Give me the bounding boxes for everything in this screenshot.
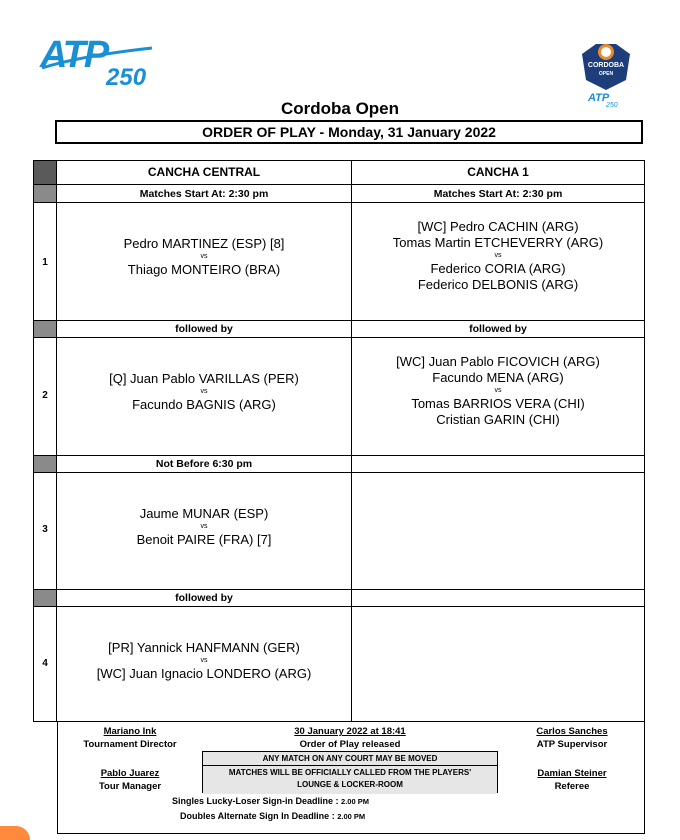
manager-role: Tour Manager xyxy=(98,781,162,792)
match-cell-r3-left xyxy=(57,506,351,548)
singles-deadline xyxy=(172,796,369,806)
grid-line xyxy=(34,455,644,456)
cordoba-atp-number: 250 xyxy=(606,102,618,109)
player-line: [WC] Juan Pablo FICOVICH (ARG) xyxy=(396,354,600,369)
start-time-left: Matches Start At: 2:30 pm xyxy=(139,188,269,200)
notice-called xyxy=(203,766,497,794)
separator-number-cell xyxy=(34,456,56,472)
order-of-play-banner: ORDER OF PLAY - Monday, 31 January 2022 xyxy=(55,120,643,144)
player-line: Cristian GARIN (CHI) xyxy=(436,412,560,427)
separator-left-2: Not Before 6:30 pm xyxy=(155,458,253,470)
doubles-deadline-value: 2.00 PM xyxy=(337,812,366,821)
doubles-deadline xyxy=(180,811,365,821)
player-line: Benoit PAIRE (FRA) [7] xyxy=(136,532,272,547)
grid-line xyxy=(34,472,644,473)
vs-label: vs xyxy=(494,387,502,394)
supervisor-name: Carlos Sanches xyxy=(536,726,608,737)
director-name: Mariano Ink xyxy=(103,726,157,737)
player-line: [WC] Juan Ignacio LONDERO (ARG) xyxy=(96,666,312,681)
match-cell-r2-right xyxy=(352,354,644,428)
atp-250-logo xyxy=(40,34,158,90)
match-row-number: 2 xyxy=(42,390,48,401)
referee-name: Damian Steiner xyxy=(537,768,607,779)
match-cell-r1-left xyxy=(57,236,351,278)
atp-logo-number: 250 xyxy=(106,64,147,91)
notice-moved: ANY MATCH ON ANY COURT MAY BE MOVED xyxy=(203,752,497,766)
player-line: Jaume MUNAR (ESP) xyxy=(139,506,269,521)
corner-orange-decoration xyxy=(0,826,30,840)
vs-label: vs xyxy=(200,253,208,260)
cordoba-logo-text: CORDOBA xyxy=(587,62,625,69)
match-row-number: 4 xyxy=(42,658,48,669)
court-header-left: CANCHA CENTRAL xyxy=(147,165,261,179)
doubles-deadline-label: Doubles Alternate Sign In Deadline : xyxy=(180,811,335,821)
manager-name: Pablo Juarez xyxy=(100,768,160,779)
grid-line xyxy=(34,606,644,607)
match-cell-r1-right xyxy=(352,219,644,293)
player-line: Facundo MENA (ARG) xyxy=(432,370,564,385)
vs-label: vs xyxy=(200,657,208,664)
separator-left-3: followed by xyxy=(175,592,233,604)
start-times-number-cell xyxy=(34,185,56,202)
released-date: 30 January 2022 at 18:41 xyxy=(294,726,406,737)
court-header-right: CANCHA 1 xyxy=(467,165,529,179)
grid-line xyxy=(34,184,644,185)
player-line: Tomas BARRIOS VERA (CHI) xyxy=(411,396,585,411)
singles-deadline-value: 2.00 PM xyxy=(341,797,369,806)
player-line: Federico CORIA (ARG) xyxy=(430,261,566,276)
player-line: Federico DELBONIS (ARG) xyxy=(417,277,579,292)
separator-right-1: followed by xyxy=(469,323,527,335)
notice-called-line1: MATCHES WILL BE OFFICIALLY CALLED FROM THE PLAYERS' xyxy=(228,768,472,777)
player-line: Thiago MONTEIRO (BRA) xyxy=(127,262,281,277)
schedule-grid xyxy=(33,160,645,722)
separator-number-cell xyxy=(34,590,56,606)
notice-box xyxy=(202,751,498,793)
player-line: Facundo BAGNIS (ARG) xyxy=(132,397,276,412)
match-row-number: 1 xyxy=(42,257,48,268)
vs-label: vs xyxy=(494,252,502,259)
separator-number-cell xyxy=(34,321,56,337)
vs-label: vs xyxy=(200,523,208,530)
grid-line xyxy=(34,320,644,321)
released-label: Order of Play released xyxy=(299,739,401,750)
player-line: [Q] Juan Pablo VARILLAS (PER) xyxy=(109,371,299,386)
referee-role: Referee xyxy=(554,781,590,792)
notice-called-line2: LOUNGE & LOCKER-ROOM xyxy=(297,780,403,789)
grid-line xyxy=(34,202,644,203)
cordoba-logo-sub: OPEN xyxy=(598,71,614,77)
atp-logo-text: ATP xyxy=(40,34,108,76)
singles-deadline-label: Singles Lucky-Loser Sign-in Deadline : xyxy=(172,796,339,806)
header-corner-cell xyxy=(34,161,56,184)
vs-label: vs xyxy=(200,388,208,395)
supervisor-role: ATP Supervisor xyxy=(536,739,608,750)
match-cell-r2-left xyxy=(57,371,351,413)
player-line: Pedro MARTINEZ (ESP) [8] xyxy=(123,236,285,251)
player-line: [PR] Yannick HANFMANN (GER) xyxy=(108,640,300,655)
director-role: Tournament Director xyxy=(83,739,177,750)
start-time-right: Matches Start At: 2:30 pm xyxy=(433,188,563,200)
grid-line xyxy=(34,337,644,338)
tournament-title: Cordoba Open xyxy=(280,99,400,118)
player-line: Tomas Martin ETCHEVERRY (ARG) xyxy=(392,235,604,250)
match-cell-r4-left xyxy=(57,640,351,682)
player-line: [WC] Pedro CACHIN (ARG) xyxy=(417,219,579,234)
match-row-number: 3 xyxy=(42,524,48,535)
grid-line xyxy=(34,589,644,590)
separator-left-1: followed by xyxy=(175,323,233,335)
cordoba-atp-text: ATP xyxy=(588,92,610,104)
